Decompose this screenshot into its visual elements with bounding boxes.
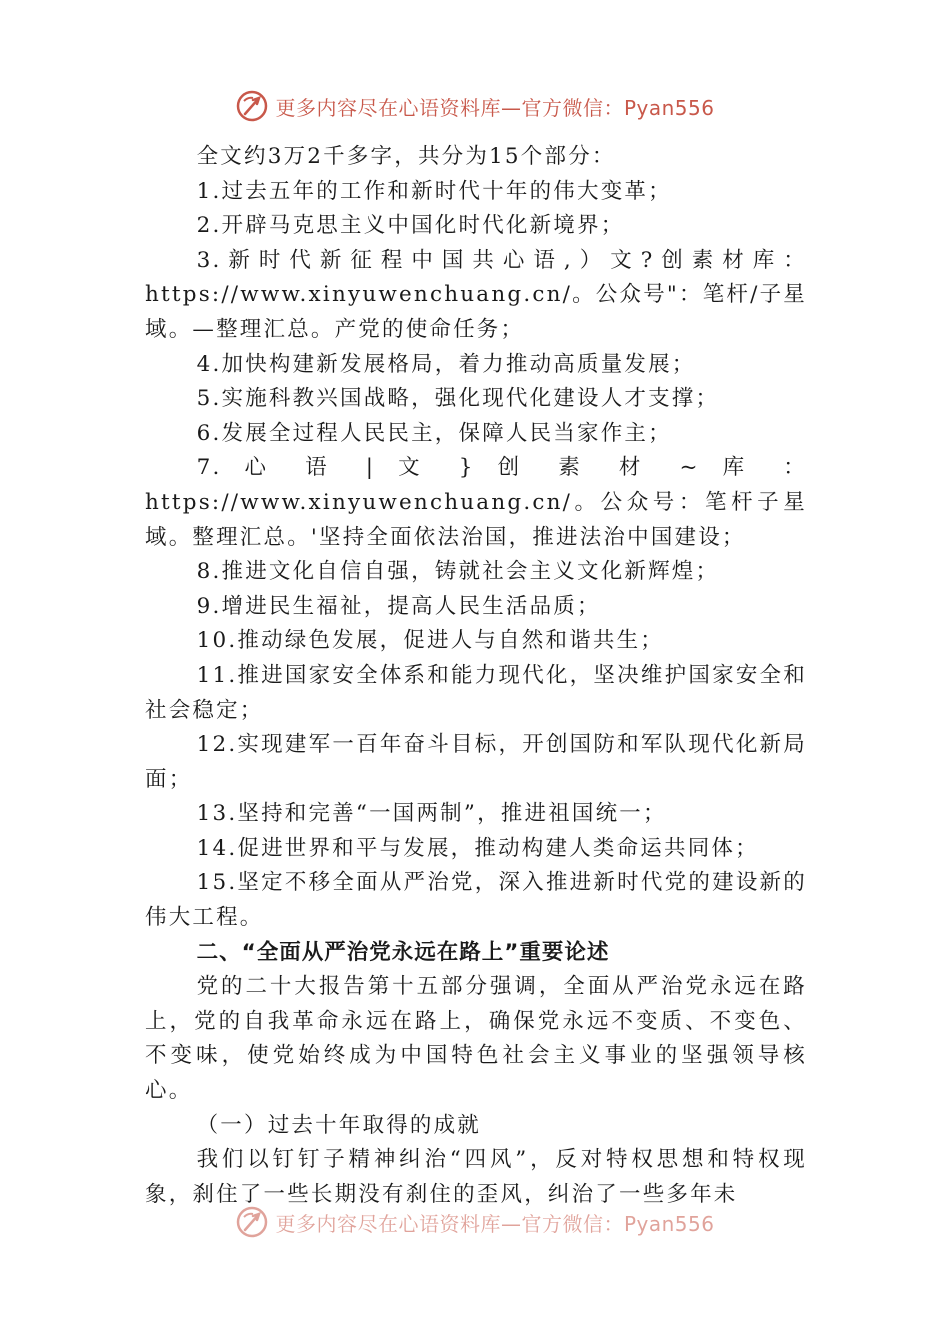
list-item: 5.实施科教兴国战略，强化现代化建设人才支撑； bbox=[196, 386, 720, 412]
intro-paragraph: 全文约3万2千多字，共分为15个部分： bbox=[196, 144, 616, 169]
list-item: 6.发展全过程人民民主，保障人民当家作主； bbox=[196, 420, 672, 446]
watermark-footer bbox=[0, 1202, 950, 1242]
list-item: 14.促进世界和平与发展，推动构建人类命运共同体； bbox=[196, 835, 759, 861]
final-paragraph: 我们以钉钉子精神纠治“四风”，反对特权思想和特权现象，刹住了一些长期没有刹住的歪风，纠治了一些多年未 bbox=[145, 1147, 807, 1207]
quill-circle-icon bbox=[235, 1205, 269, 1239]
list-item: 11.推进国家安全体系和能力现代化，坚决维护国家安全和社会稳定； bbox=[145, 662, 807, 723]
list-item: 15.坚定不移全面从严治党，深入推进新时代党的建设新的伟大工程。 bbox=[145, 870, 807, 931]
list-item: 9.增进民生福祉，提高人民生活品质； bbox=[196, 593, 601, 619]
watermark-text: 更多内容尽在心语资料库—官方微信：Pyan556 bbox=[275, 95, 715, 120]
watermark-header bbox=[0, 86, 950, 126]
watermark-text: 更多内容尽在心语资料库—官方微信：Pyan556 bbox=[275, 1211, 715, 1236]
list-item: 3.新时代新征程中国共心语,）文?创素材库：https://www.xinyuwenchuang.cn/。公众号"：笔杆/子星域。—整理汇总。产党的使命任务； bbox=[145, 247, 807, 342]
list-item: 13.坚持和完善“一国两制”，推进祖国统一； bbox=[196, 801, 667, 827]
list-item: 7. 心 语 | 文 } 创 素 材 ~ 库 ： https://www.xinyuwenchuang.cn/。公众号：笔杆子星域。整理汇总。'坚持全面依法治国，推进法治中国建设； bbox=[145, 455, 807, 550]
section-paragraph: 党的二十大报告第十五部分强调，全面从严治党永远在路上，党的自我革命永远在路上，确保党永远不变质、不变色、不变味，使党始终成为中国特色社会主义事业的坚强领导核心。 bbox=[145, 974, 807, 1104]
list-item: 2.开辟马克思主义中国化时代化新境界； bbox=[196, 213, 625, 239]
list-item: 10.推动绿色发展，促进人与自然和谐共生； bbox=[196, 628, 664, 654]
list-item: 1.过去五年的工作和新时代十年的伟大变革； bbox=[196, 178, 672, 204]
quill-circle-icon bbox=[235, 89, 269, 123]
list-item: 8.推进文化自信自强，铸就社会主义文化新辉煌； bbox=[196, 559, 720, 585]
list-item: 4.加快构建新发展格局，着力推动高质量发展； bbox=[196, 351, 696, 377]
document-body bbox=[145, 140, 807, 1212]
subheading: （一）过去十年取得的成就 bbox=[196, 1112, 481, 1138]
list-item: 12.实现建军一百年奋斗目标，开创国防和军队现代化新局面； bbox=[145, 732, 807, 792]
section-heading: 二、“全面从严治党永远在路上”重要论述 bbox=[196, 939, 610, 965]
